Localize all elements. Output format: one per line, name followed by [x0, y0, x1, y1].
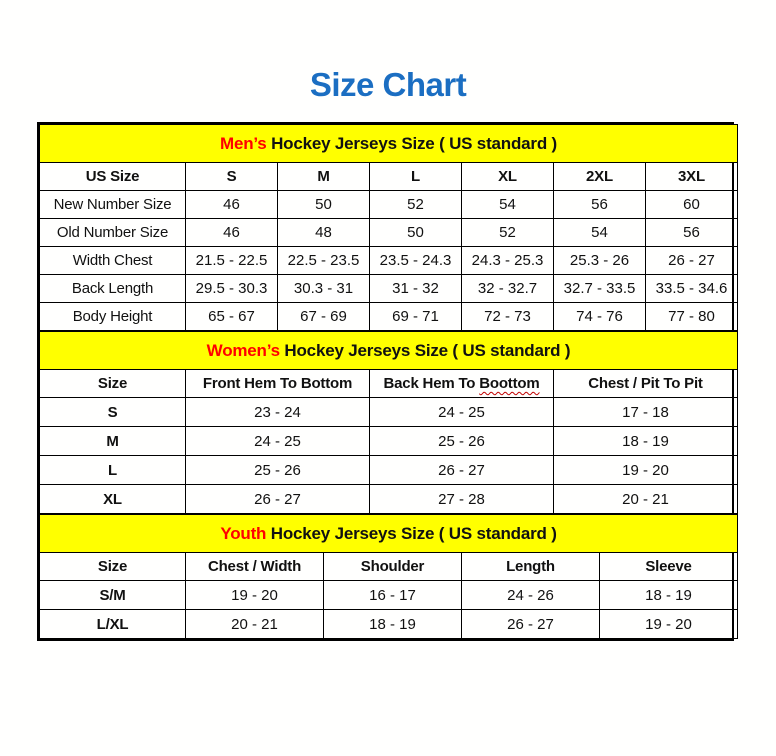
size-tables-container	[37, 122, 734, 641]
mens-section-header-row	[40, 125, 738, 163]
row-label: Body Height	[40, 303, 186, 331]
size-cell: 32 - 32.7	[462, 275, 554, 303]
size-cell: 31 - 32	[370, 275, 462, 303]
womens-col-chest: Chest / Pit To Pit	[554, 370, 738, 398]
page-title: Size Chart	[309, 66, 467, 103]
size-cell: 19 - 20	[600, 610, 738, 639]
size-cell: 25 - 26	[370, 427, 554, 456]
table-row	[40, 398, 738, 427]
size-cell: 29.5 - 30.3	[186, 275, 278, 303]
size-cell: 20 - 21	[554, 485, 738, 514]
size-cell: 16 - 17	[324, 581, 462, 610]
size-cell: 23 - 24	[186, 398, 370, 427]
size-cell: 56	[646, 219, 738, 247]
size-cell: 77 - 80	[646, 303, 738, 331]
table-row	[40, 191, 738, 219]
mens-col-3xl: 3XL	[646, 163, 738, 191]
womens-col-front-hem: Front Hem To Bottom	[186, 370, 370, 398]
size-cell: 52	[370, 191, 462, 219]
size-cell: 54	[462, 191, 554, 219]
size-cell: 46	[186, 219, 278, 247]
mens-col-m: M	[278, 163, 370, 191]
size-cell: 19 - 20	[186, 581, 324, 610]
size-cell: 33.5 - 34.6	[646, 275, 738, 303]
mens-col-us-size: US Size	[40, 163, 186, 191]
row-label: L/XL	[40, 610, 186, 639]
row-label: XL	[40, 485, 186, 514]
youth-col-length: Length	[462, 553, 600, 581]
size-cell: 60	[646, 191, 738, 219]
size-cell: 23.5 - 24.3	[370, 247, 462, 275]
size-cell: 24 - 25	[370, 398, 554, 427]
youth-col-size: Size	[40, 553, 186, 581]
womens-col-back-hem-text: Back Hem To	[383, 375, 476, 392]
mens-col-l: L	[370, 163, 462, 191]
table-row	[40, 247, 738, 275]
row-label: M	[40, 427, 186, 456]
size-cell: 19 - 20	[554, 456, 738, 485]
size-cell: 26 - 27	[646, 247, 738, 275]
table-row	[40, 610, 738, 639]
size-cell: 46	[186, 191, 278, 219]
size-cell: 20 - 21	[186, 610, 324, 639]
womens-section-header-row	[40, 332, 738, 370]
size-cell: 69 - 71	[370, 303, 462, 331]
table-row	[40, 303, 738, 331]
size-cell: 22.5 - 23.5	[278, 247, 370, 275]
size-cell: 18 - 19	[600, 581, 738, 610]
youth-col-sleeve: Sleeve	[600, 553, 738, 581]
size-cell: 27 - 28	[370, 485, 554, 514]
womens-col-back-hem	[370, 370, 554, 398]
table-row	[40, 275, 738, 303]
size-cell: 25.3 - 26	[554, 247, 646, 275]
youth-col-chest-width: Chest / Width	[186, 553, 324, 581]
table-row	[40, 219, 738, 247]
size-cell: 24.3 - 25.3	[462, 247, 554, 275]
size-chart-page	[0, 64, 776, 641]
mens-col-s: S	[186, 163, 278, 191]
youth-section-header	[40, 515, 738, 553]
womens-size-table	[39, 331, 738, 514]
row-label: S/M	[40, 581, 186, 610]
youth-section-header-row	[40, 515, 738, 553]
row-label: Back Length	[40, 275, 186, 303]
mens-section-prefix: Men’s	[219, 133, 267, 153]
womens-section-title: Hockey Jerseys Size ( US standard )	[284, 340, 571, 360]
table-row	[40, 581, 738, 610]
youth-section-prefix: Youth	[220, 523, 267, 543]
size-cell: 18 - 19	[324, 610, 462, 639]
womens-column-header-row	[40, 370, 738, 398]
size-cell: 56	[554, 191, 646, 219]
size-cell: 50	[370, 219, 462, 247]
size-cell: 72 - 73	[462, 303, 554, 331]
size-cell: 17 - 18	[554, 398, 738, 427]
womens-col-size: Size	[40, 370, 186, 398]
youth-column-header-row	[40, 553, 738, 581]
mens-size-table	[39, 124, 738, 331]
row-label: Width Chest	[40, 247, 186, 275]
size-cell: 48	[278, 219, 370, 247]
size-cell: 24 - 25	[186, 427, 370, 456]
table-row	[40, 456, 738, 485]
size-cell: 26 - 27	[370, 456, 554, 485]
row-label: New Number Size	[40, 191, 186, 219]
size-cell: 21.5 - 22.5	[186, 247, 278, 275]
row-label: L	[40, 456, 186, 485]
mens-section-title: Hockey Jerseys Size ( US standard )	[271, 133, 557, 153]
row-label: Old Number Size	[40, 219, 186, 247]
size-cell: 65 - 67	[186, 303, 278, 331]
size-cell: 25 - 26	[186, 456, 370, 485]
mens-col-2xl: 2XL	[554, 163, 646, 191]
table-row	[40, 485, 738, 514]
size-cell: 18 - 19	[554, 427, 738, 456]
size-cell: 50	[278, 191, 370, 219]
mens-column-header-row	[40, 163, 738, 191]
womens-section-header	[40, 332, 738, 370]
youth-section-title: Hockey Jerseys Size ( US standard )	[270, 523, 557, 543]
size-cell: 24 - 26	[462, 581, 600, 610]
size-cell: 30.3 - 31	[278, 275, 370, 303]
womens-col-back-hem-misspelled: Boottom	[479, 375, 540, 392]
size-cell: 26 - 27	[186, 485, 370, 514]
size-cell: 74 - 76	[554, 303, 646, 331]
row-label: S	[40, 398, 186, 427]
size-cell: 67 - 69	[278, 303, 370, 331]
mens-section-header	[40, 125, 738, 163]
table-row	[40, 427, 738, 456]
size-cell: 54	[554, 219, 646, 247]
womens-section-prefix: Women’s	[206, 340, 280, 360]
size-cell: 32.7 - 33.5	[554, 275, 646, 303]
size-cell: 26 - 27	[462, 610, 600, 639]
youth-size-table	[39, 514, 738, 639]
mens-col-xl: XL	[462, 163, 554, 191]
youth-col-shoulder: Shoulder	[324, 553, 462, 581]
size-cell: 52	[462, 219, 554, 247]
